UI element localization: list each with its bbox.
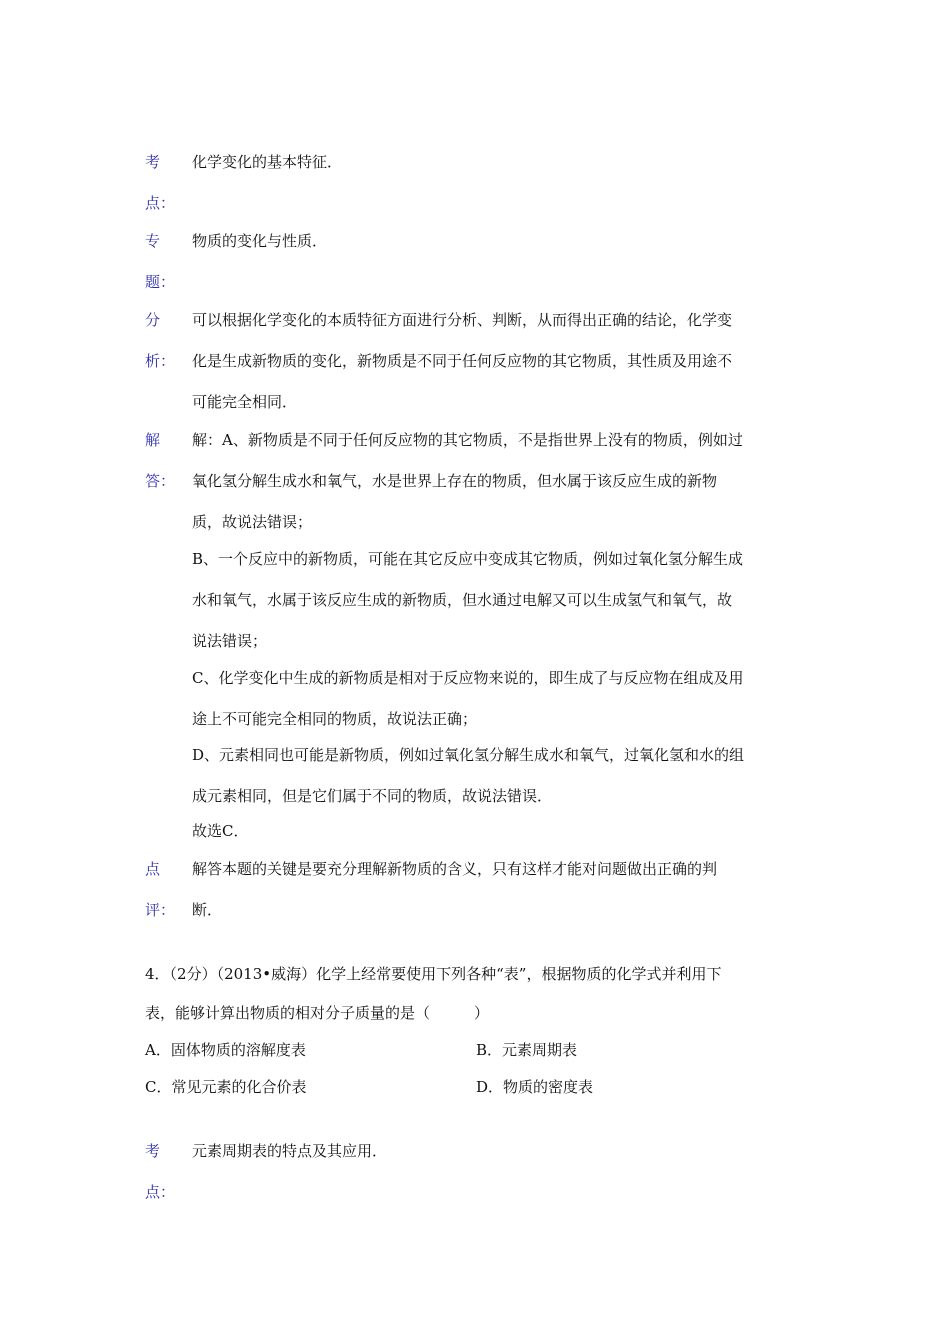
kaodian2-label-2: 点：: [145, 1183, 176, 1201]
question-number: 4．: [145, 965, 170, 983]
kaodian-label-1: 考: [145, 153, 161, 171]
option-b: B．元素周期表: [476, 1041, 578, 1059]
zhuanti-text: 物质的变化与性质．: [192, 232, 328, 250]
question-stem: 化学上经常要使用下列各种“表”，根据物质的化学式并利用下: [316, 965, 722, 983]
jieda-line: B、一个反应中的新物质，可能在其它反应中变成其它物质，例如过氧化氢分解生成: [192, 550, 744, 568]
zhuanti-label-1: 专: [145, 232, 161, 250]
fenxi-label-1: 分: [145, 311, 161, 329]
jieda-line: 解：A、新物质是不同于任何反应物的其它物质，不是指世界上没有的物质，例如过: [192, 431, 743, 449]
jieda-line: 氧化氢分解生成水和氧气，水是世界上存在的物质，但水属于该反应生成的新物: [192, 472, 718, 490]
kaodian2-label-1: 考: [145, 1142, 161, 1160]
kaodian2-text: 元素周期表的特点及其应用．: [192, 1142, 388, 1160]
kaodian-text: 化学变化的基本特征．: [192, 153, 343, 171]
fenxi-line: 可能完全相同．: [192, 393, 298, 411]
jieda-line: 水和氧气，水属于该反应生成的新物质，但水通过电解又可以生成氢气和氧气，故: [192, 591, 733, 609]
question-stem: 表，能够计算出物质的相对分子质量的是（: [145, 1004, 431, 1022]
dianping-label-1: 点: [145, 860, 161, 878]
question-4-line-1: [145, 964, 721, 984]
jieda-line: C、化学变化中生成的新物质是相对于反应物来说的，即生成了与反应物在组成及用: [192, 669, 744, 687]
fenxi-label-2: 析：: [145, 352, 176, 370]
jieda-line: 质，故说法错误；: [192, 513, 313, 531]
option-c: C．常见元素的化合价表: [145, 1078, 307, 1096]
question-stem-close: ）: [474, 1004, 490, 1022]
jieda-line: D、元素相同也可能是新物质，例如过氧化氢分解生成水和氧气，过氧化氢和水的组: [192, 746, 745, 764]
question-4-line-2: [145, 1003, 489, 1023]
jieda-label-2: 答：: [145, 472, 176, 490]
option-a: A．固体物质的溶解度表: [145, 1041, 306, 1059]
jieda-line: 成元素相同，但是它们属于不同的物质，故说法错误．: [192, 787, 553, 805]
jieda-label-1: 解: [145, 431, 161, 449]
jieda-line: 故选C．: [192, 822, 249, 840]
dianping-line: 解答本题的关键是要充分理解新物质的含义，只有这样才能对问题做出正确的判: [192, 860, 718, 878]
fenxi-line: 可以根据化学变化的本质特征方面进行分析、判断，从而得出正确的结论，化学变: [192, 311, 733, 329]
kaodian-label-2: 点：: [145, 194, 176, 212]
fenxi-line: 化是生成新物质的变化，新物质是不同于任何反应物的其它物质，其性质及用途不: [192, 352, 733, 370]
zhuanti-label-2: 题：: [145, 273, 176, 291]
jieda-line: 说法错误；: [192, 632, 268, 650]
option-d: D．物质的密度表: [476, 1078, 594, 1096]
question-meta: （2分）（2013•威海）: [169, 965, 317, 983]
dianping-label-2: 评：: [145, 901, 176, 919]
jieda-line: 途上不可能完全相同的物质，故说法正确；: [192, 710, 478, 728]
dianping-line: 断．: [192, 901, 223, 919]
